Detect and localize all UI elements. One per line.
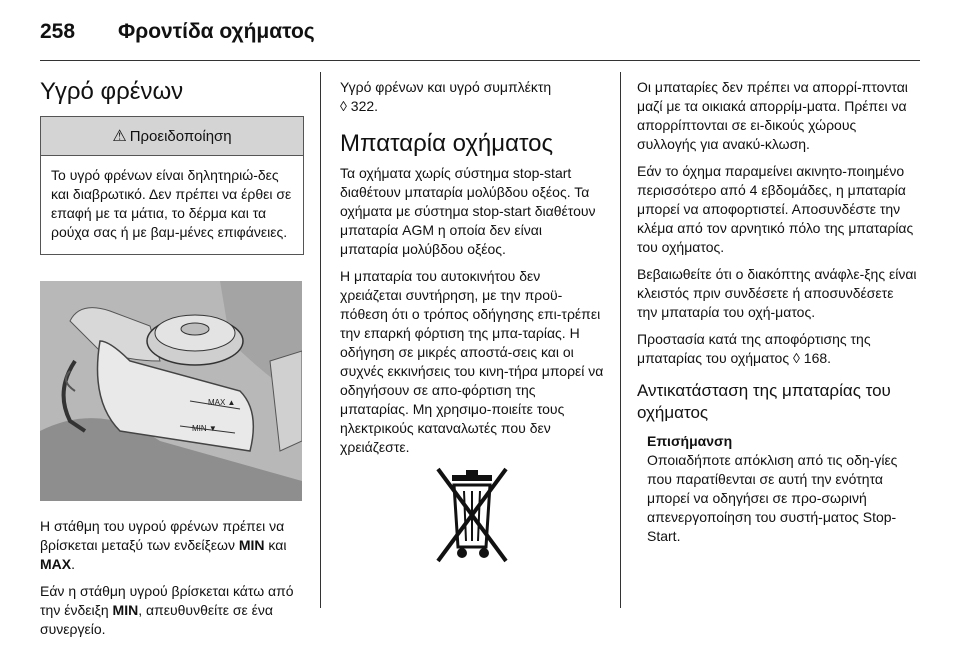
discharge-protection-paragraph: Προστασία κατά της αποφόρτισης της μπαταρίας του οχήματος ◊ 168. [637, 331, 871, 366]
brake-fluid-heading: Υγρό φρένων [40, 78, 184, 105]
warning-box [40, 116, 304, 255]
brake-fluid-reservoir-photo [40, 281, 302, 501]
min-label: MIN [238, 537, 265, 553]
column-right [637, 72, 917, 554]
notice-block [647, 432, 917, 546]
column-divider-1 [320, 72, 321, 608]
min-label-2: MIN [112, 602, 139, 618]
disposal-paragraph: Οι μπαταρίες δεν πρέπει να απορρί-πτονται μαζί με τα οικιακά απορρίμ-ματα. Πρέπει να απορρίπτονται σε ει-δικούς χώρους συλλογής για ανακύ-κλωση. [637, 79, 908, 152]
crossed-out-bin-icon [426, 465, 518, 567]
brake-clutch-fluid-ref: Υγρό φρένων και υγρό συμπλέκτη [340, 79, 552, 95]
chapter-title: Φροντίδα οχήματος [118, 20, 315, 43]
column-divider-2 [620, 72, 621, 608]
min-mark-label: MIN ▼ [192, 424, 217, 433]
notice-title: Επισήμανση [647, 433, 733, 449]
max-mark-label: MAX ▲ [208, 398, 236, 407]
ignition-paragraph: Βεβαιωθείτε ότι ο διακόπτης ανάφλε-ξης είναι κλειστός πριν συνδέσετε ή αποσυνδέσετε την μπαταρία του οχή-ματος. [637, 266, 917, 320]
warning-title: Προειδοποίηση [129, 127, 232, 145]
idle-vehicle-paragraph: Εάν το όχημα παραμείνει ακινητο-ποιημένο περισσότερο από 4 εβδομάδες, η μπαταρία μπορεί να αποφορτιστεί. Αποσυνδέστε την κλέμα από τον αρνητικό πόλο της μπαταρίας του οχήματος. [637, 163, 914, 255]
page-reference: ◊ 322. [340, 98, 379, 114]
low-level-paragraph: Εάν η στάθμη υγρού βρίσκεται κάτω από την ένδειξη MIN, απευθυνθείτε σε ένα συνεργείο. [40, 583, 294, 637]
warning-header [41, 117, 303, 156]
vehicle-battery-heading: Μπαταρία οχήματος [340, 130, 554, 157]
max-label: MAX [40, 556, 72, 572]
header-divider [40, 60, 920, 61]
page-number: 258 [40, 20, 76, 43]
battery-replacement-heading: Αντικατάσταση της μπαταρίας του οχήματος [637, 381, 891, 422]
notice-text: Οποιαδήποτε απόκλιση από τις οδη-γίες που παρατίθενται σε αυτή την ενότητα μπορεί να οδηγήσει σε προ-σωρινή απενεργοποίηση του συστή-ματος Stop-Start. [647, 452, 898, 544]
warning-text: Το υγρό φρένων είναι δηλητηριώ-δες και διαβρωτικό. Δεν πρέπει να έρθει σε επαφή με τα μάτια, το δέρμα και τα ρούχα σας ή με βαμ-μένες επιφάνειες. [51, 167, 292, 240]
column-middle [340, 72, 604, 567]
level-paragraph: Η στάθμη του υγρού φρένων πρέπει να βρίσκεται μεταξύ των ενδείξεων MIN και MAX. [40, 518, 287, 572]
warning-triangle-icon: ⚠ [112, 128, 127, 145]
column-left [40, 72, 302, 647]
battery-maintenance-paragraph: Η μπαταρία του αυτοκινήτου δεν χρειάζεται συντήρηση, με την προϋ-πόθεση ότι ο τρόπος οδήγησης επι-τρέπει την επαρκή φόρτιση της μπα-ταρίας. Η οδήγηση σε μικρές αποστά-σεις και οι συχνές εκκινήσεις του κινη-τήρα μπορεί να οδηγήσουν σε απο-φόρτιση της μπαταρίας. Μη χρησιμο-ποιείτε τους ηλεκτρικούς καταναλωτές που δεν χρειάζεστε. [340, 268, 604, 455]
battery-type-paragraph: Τα οχήματα χωρίς σύστημα stop-start διαθέτουν μπαταρία μολύβδου οξέος. Τα οχήματα με σύστημα stop-start διαθέτουν μπαταρία AGM η οποία δεν είναι μπαταρία μολύβδου οξέος. [340, 165, 596, 257]
